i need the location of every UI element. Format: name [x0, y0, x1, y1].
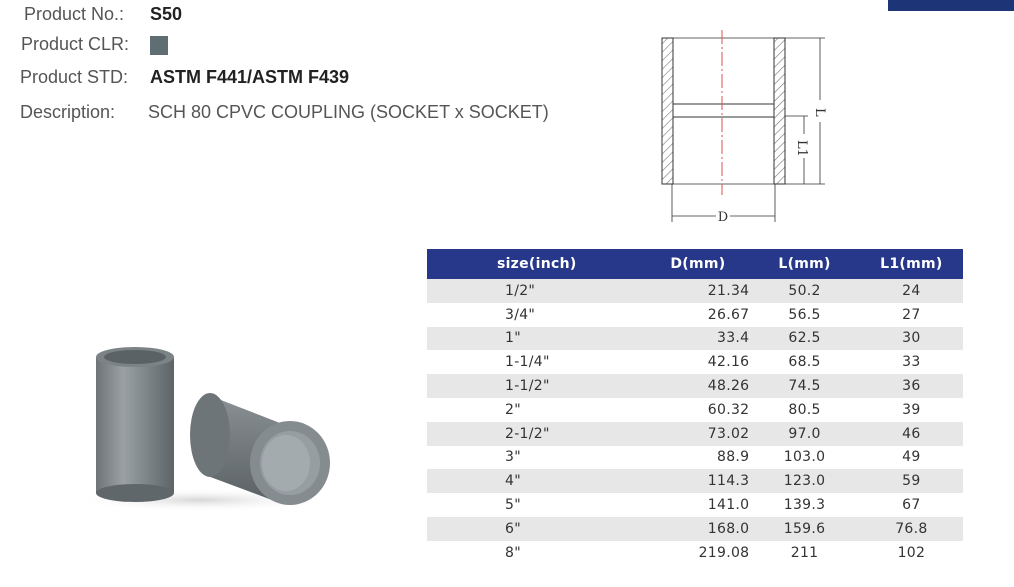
- top-accent-bar: [888, 0, 1014, 11]
- cell-d: 73.02: [707, 425, 750, 442]
- description-value: SCH 80 CPVC COUPLING (SOCKET x SOCKET): [148, 102, 549, 122]
- cell-size: 1/2": [427, 279, 647, 303]
- table-row: [427, 327, 963, 351]
- description-row: [20, 101, 549, 124]
- cell-l: 103.0: [749, 446, 859, 470]
- cell-l: 97.0: [749, 422, 859, 446]
- table-row: [427, 446, 963, 470]
- table-row: [427, 493, 963, 517]
- cell-size: 3": [427, 446, 647, 470]
- right-wall: [774, 38, 785, 184]
- left-wall: [662, 38, 673, 184]
- cell-l1: 36: [860, 374, 963, 398]
- cell-size: 4": [427, 469, 647, 493]
- cell-l1: 46: [860, 422, 963, 446]
- cell-l1: 76.8: [860, 517, 963, 541]
- table-row: [427, 350, 963, 374]
- cell-l1: 59: [860, 469, 963, 493]
- product-no-value: S50: [150, 4, 183, 24]
- cell-l1: 30: [860, 327, 963, 351]
- header-l: L(mm): [749, 249, 859, 279]
- cell-d: 88.9: [717, 449, 750, 466]
- table-row: [427, 398, 963, 422]
- table-row: [427, 279, 963, 303]
- product-clr-row: [20, 33, 129, 56]
- cell-d: 114.3: [707, 473, 750, 490]
- cell-d: 42.16: [707, 354, 750, 371]
- cell-size: 1-1/4": [427, 350, 647, 374]
- cell-size: 2": [427, 398, 647, 422]
- cell-size: 2-1/2": [427, 422, 647, 446]
- cell-l: 74.5: [749, 374, 859, 398]
- table-row: [427, 374, 963, 398]
- product-clr-label: Product CLR:: [21, 34, 130, 54]
- cell-l: 123.0: [749, 469, 859, 493]
- cell-l1: 102: [860, 541, 963, 565]
- cell-d: 26.67: [707, 306, 750, 323]
- coupling-technical-drawing: [650, 30, 840, 230]
- cell-d: 33.4: [717, 330, 750, 347]
- table-row: [427, 517, 963, 541]
- dimension-l1-label: L1: [794, 140, 809, 157]
- cell-l1: 27: [860, 303, 963, 327]
- cell-l1: 33: [860, 350, 963, 374]
- description-label: Description:: [20, 102, 116, 122]
- cell-l: 211: [749, 541, 859, 565]
- cell-d: 21.34: [707, 282, 750, 299]
- cell-l: 56.5: [749, 303, 859, 327]
- cell-l: 68.5: [749, 350, 859, 374]
- dimension-d-label: D: [717, 210, 729, 225]
- product-no-row: [20, 3, 183, 26]
- cell-d: 219.08: [698, 544, 750, 561]
- cell-l1: 67: [860, 493, 963, 517]
- cell-l: 139.3: [749, 493, 859, 517]
- cell-l1: 39: [860, 398, 963, 422]
- cell-size: 6": [427, 517, 647, 541]
- cell-d: 168.0: [707, 520, 750, 537]
- color-swatch: [150, 36, 168, 55]
- cell-size: 5": [427, 493, 647, 517]
- dimension-l-label: L: [812, 108, 827, 117]
- cell-d: 60.32: [707, 401, 750, 418]
- table-row: [427, 541, 963, 565]
- cell-d: 48.26: [707, 378, 750, 395]
- table-row: [427, 469, 963, 493]
- table-header-row: [427, 249, 963, 279]
- cell-l: 80.5: [749, 398, 859, 422]
- cell-d: 141.0: [707, 497, 750, 514]
- cell-size: 1": [427, 327, 647, 351]
- table-row: [427, 422, 963, 446]
- cell-size: 8": [427, 541, 647, 565]
- header-l1: L1(mm): [860, 249, 963, 279]
- cell-l1: 49: [860, 446, 963, 470]
- cell-l: 62.5: [749, 327, 859, 351]
- dimension-table: [427, 249, 963, 565]
- cell-l: 159.6: [749, 517, 859, 541]
- table-row: [427, 303, 963, 327]
- cell-size: 1-1/2": [427, 374, 647, 398]
- header-size: size(inch): [427, 249, 647, 279]
- product-std-row: [20, 66, 350, 89]
- cell-size: 3/4": [427, 303, 647, 327]
- cell-l: 50.2: [749, 279, 859, 303]
- header-d: D(mm): [647, 249, 750, 279]
- product-no-label: Product No.:: [24, 4, 125, 24]
- coupling-product-photo: [80, 335, 340, 515]
- product-std-label: Product STD:: [20, 67, 129, 87]
- cell-l1: 24: [860, 279, 963, 303]
- product-std-value: ASTM F441/ASTM F439: [150, 67, 350, 87]
